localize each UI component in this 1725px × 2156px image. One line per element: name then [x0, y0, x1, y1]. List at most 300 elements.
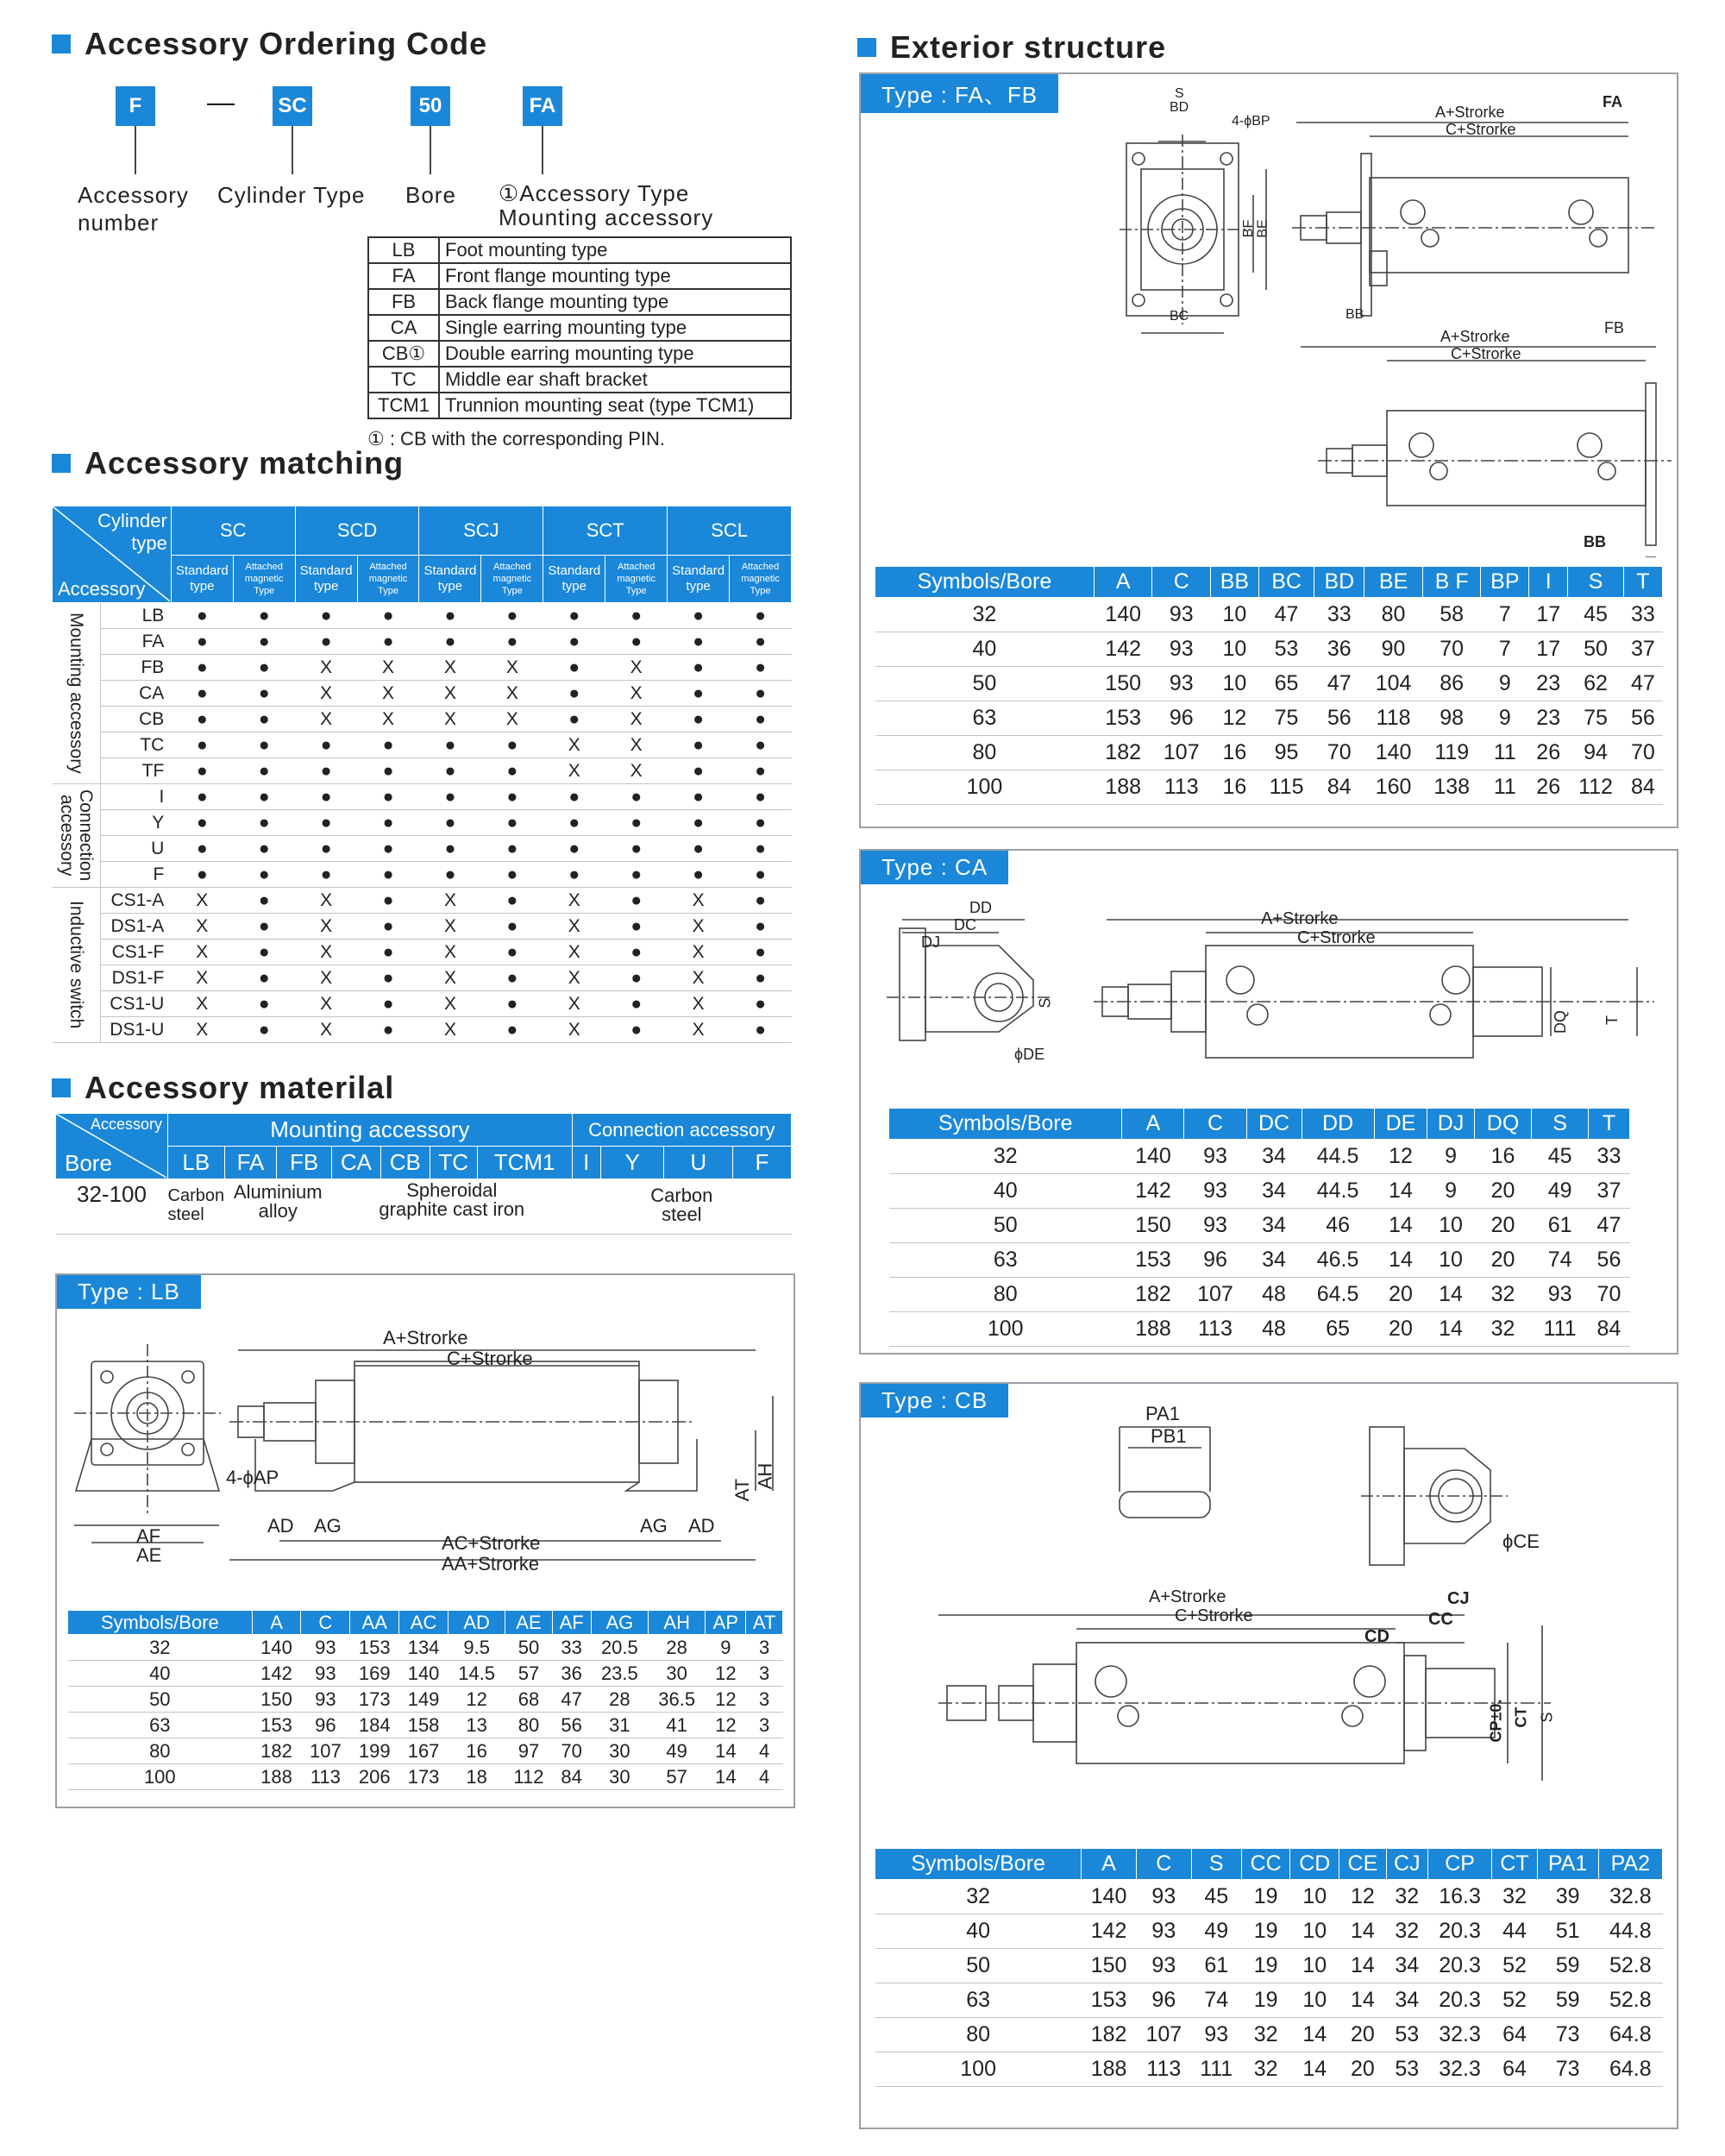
matching-cell: X — [668, 888, 730, 914]
mounting-type-code: FB — [368, 289, 439, 315]
table-cell: 12 — [1339, 1880, 1387, 1914]
table-cell: 20.3 — [1427, 1949, 1491, 1983]
matching-cell: ● — [481, 888, 543, 914]
matching-sub-magnetic: Attached magnetic Type — [605, 556, 668, 603]
table-cell: 52.8 — [1598, 1949, 1662, 1983]
matching-cell: ● — [668, 862, 730, 888]
table-cell: 32 — [1386, 1914, 1427, 1949]
table-cell: 14 — [1290, 2052, 1339, 2087]
table-cell: 64 — [1492, 2018, 1537, 2052]
table-cell: 63 — [68, 1713, 253, 1738]
matching-cell: ● — [233, 784, 295, 810]
matching-cell: ● — [233, 810, 295, 836]
material-connection: Carbon steel — [650, 1185, 713, 1225]
matching-cell: ● — [357, 784, 419, 810]
matching-cell: X — [295, 1017, 357, 1043]
table-cell: 45 — [1191, 1880, 1241, 1914]
section-title-exterior — [857, 29, 1166, 66]
table-cell: 58 — [1422, 598, 1481, 632]
matching-cell: ● — [605, 810, 668, 836]
matching-row — [53, 1017, 792, 1043]
matching-cell: ● — [233, 629, 295, 655]
mounting-type-row — [368, 315, 791, 341]
mounting-type-row — [368, 341, 791, 367]
table-cell: 96 — [1152, 701, 1211, 736]
matching-row-name: CB — [100, 707, 171, 732]
fafb-label-fb: FB — [1604, 319, 1625, 336]
table-cell: 96 — [301, 1713, 350, 1738]
matching-cell: ● — [730, 758, 792, 784]
table-cell: 70 — [1422, 632, 1481, 667]
matching-cell: ● — [668, 784, 730, 810]
matching-cell: ● — [481, 629, 543, 655]
matching-group-label — [53, 603, 101, 784]
fafb-label-bf: BF — [1241, 219, 1257, 238]
matching-row — [53, 732, 792, 758]
table-row — [889, 1278, 1630, 1312]
table-header-cell: BD — [1314, 567, 1364, 598]
table-cell: 4 — [746, 1764, 783, 1790]
table-cell: 150 — [1082, 1949, 1137, 1983]
table-header-cell: AE — [505, 1611, 552, 1635]
table-cell: 20 — [1474, 1209, 1531, 1243]
fafb-label-c: C+Strorke — [1446, 121, 1516, 138]
table-cell: 111 — [1191, 2052, 1241, 2087]
table-cell: 140 — [1364, 736, 1423, 770]
matching-cell: ● — [357, 888, 419, 914]
table-cell: 142 — [1094, 632, 1152, 667]
matching-cell: X — [295, 707, 357, 732]
table-header-cell: BC — [1258, 567, 1314, 598]
matching-group-label — [53, 888, 101, 1043]
matching-cell: ● — [543, 810, 605, 836]
table-cell: 52 — [1492, 1983, 1537, 2018]
table-cell: 20.3 — [1427, 1983, 1491, 2018]
material-fa-fb: Aluminium alloy — [233, 1181, 323, 1222]
lb-label-ae: AE — [136, 1544, 162, 1566]
table-cell: 62 — [1568, 667, 1624, 701]
matching-cell: ● — [543, 862, 605, 888]
table-cell: 153 — [1122, 1243, 1184, 1278]
table-cell: 32 — [875, 598, 1095, 632]
table-cell: 32 — [1386, 1880, 1427, 1914]
matching-cell: ● — [481, 758, 543, 784]
ca-label-dj: DJ — [921, 933, 940, 951]
table-cell: 57 — [505, 1661, 552, 1687]
table-cell: 84 — [1314, 770, 1364, 805]
table-cell: 10 — [1211, 667, 1259, 701]
table-header-cell: DQ — [1474, 1109, 1531, 1140]
matching-row-name: CS1-F — [100, 940, 171, 965]
label-accessory-number: Accessory number — [78, 182, 189, 236]
table-cell: 160 — [1364, 770, 1423, 805]
matching-cell: X — [668, 914, 730, 940]
cb-label-cp: CP±0. — [1487, 1699, 1505, 1743]
matching-cell: X — [295, 655, 357, 681]
table-row — [875, 667, 1663, 701]
table-cell: 153 — [350, 1635, 399, 1661]
matching-cell: ● — [481, 732, 543, 758]
table-header-cell: AP — [706, 1611, 746, 1635]
matching-cell: ● — [730, 707, 792, 732]
table-cell: 93 — [1184, 1209, 1246, 1243]
matching-cell: X — [171, 991, 233, 1017]
matching-cell: ● — [605, 888, 668, 914]
table-header-cell: PA1 — [1537, 1849, 1598, 1880]
table-cell: 80 — [68, 1738, 253, 1764]
matching-group-label — [53, 784, 101, 888]
table-cell: 30 — [649, 1661, 706, 1687]
table-cell: 52.8 — [1598, 1983, 1662, 2018]
table-cell: 57 — [649, 1764, 706, 1790]
matching-cell: ● — [668, 655, 730, 681]
table-row — [68, 1661, 783, 1687]
matching-cell: ● — [171, 784, 233, 810]
table-header-cell: BE — [1364, 567, 1423, 598]
table-row — [875, 1949, 1663, 1983]
table-header-cell: DC — [1246, 1109, 1302, 1140]
ca-label-t: T — [1603, 1015, 1621, 1025]
matching-cell: X — [171, 965, 233, 991]
matching-cell: ● — [357, 836, 419, 862]
mounting-type-row — [368, 393, 791, 418]
matching-cell: ● — [605, 991, 668, 1017]
accessory-matching-table — [52, 506, 792, 1043]
matching-cell: ● — [605, 629, 668, 655]
table-cell: 14 — [1290, 2018, 1339, 2052]
section-title-matching — [52, 445, 404, 481]
matching-cell: ● — [481, 784, 543, 810]
table-header-cell: T — [1623, 567, 1662, 598]
mounting-type-row — [368, 263, 791, 289]
matching-row — [53, 681, 792, 707]
fafb-label-a: A+Strorke — [1435, 104, 1505, 121]
table-cell: 153 — [1082, 1983, 1137, 2018]
matching-cell: ● — [668, 758, 730, 784]
table-cell: 80 — [875, 736, 1095, 770]
table-cell: 107 — [1152, 736, 1211, 770]
matching-row — [53, 888, 792, 914]
ordering-note: ① : CB with the corresponding PIN. — [367, 428, 665, 449]
table-cell: 33 — [552, 1635, 591, 1661]
material-bore: 32-100 — [77, 1181, 147, 1207]
matching-cell: ● — [295, 732, 357, 758]
table-cell: 100 — [68, 1764, 253, 1790]
table-cell: 49 — [1532, 1174, 1589, 1209]
mounting-type-code: TC — [368, 367, 439, 393]
table-cell: 64 — [1492, 2052, 1537, 2087]
table-cell: 26 — [1529, 770, 1568, 805]
table-cell: 90 — [1364, 632, 1423, 667]
fafb-label-fa: FA — [1603, 93, 1623, 110]
table-header-cell: C — [301, 1611, 350, 1635]
matching-row — [53, 914, 792, 940]
table-cell: 61 — [1191, 1949, 1241, 1983]
matching-col-scd: SCD — [295, 506, 419, 556]
matching-row-name: DS1-U — [100, 1017, 171, 1043]
lb-label-c: C+Strorke — [447, 1348, 533, 1369]
matching-cell: ● — [668, 732, 730, 758]
matching-cell: X — [481, 707, 543, 732]
table-cell: 75 — [1568, 701, 1624, 736]
matching-sub-magnetic: Attached magnetic Type — [730, 556, 792, 603]
matching-row-name: TF — [100, 758, 171, 784]
table-header-cell: C — [1184, 1109, 1246, 1140]
matching-cell: ● — [543, 681, 605, 707]
table-cell: 32 — [875, 1880, 1082, 1914]
table-cell: 20 — [1339, 2018, 1387, 2052]
bullet-square-icon — [52, 454, 71, 473]
type-fafb-drawing — [861, 74, 1677, 557]
matching-cell: ● — [481, 862, 543, 888]
table-row — [875, 1880, 1663, 1914]
fafb-label-bd: BD — [1170, 100, 1189, 115]
table-cell: 84 — [1588, 1312, 1629, 1347]
matching-cell: ● — [357, 914, 419, 940]
mounting-type-desc: Trunnion mounting seat (type TCM1) — [439, 393, 791, 418]
mounting-type-desc: Back flange mounting type — [439, 289, 791, 315]
table-cell: 32.3 — [1427, 2018, 1491, 2052]
matching-sub-standard: Standard type — [668, 556, 730, 603]
matching-cell: ● — [481, 914, 543, 940]
table-cell: 9 — [1481, 667, 1529, 701]
matching-row-name: F — [100, 862, 171, 888]
material-col-header: LB — [168, 1147, 225, 1179]
mounting-type-desc: Double earring mounting type — [439, 341, 791, 367]
matching-cell: ● — [730, 810, 792, 836]
matching-row-name: FA — [100, 629, 171, 655]
matching-row-name: TC — [100, 732, 171, 758]
table-cell: 36 — [1314, 632, 1364, 667]
matching-cell: ● — [419, 784, 481, 810]
matching-cell: X — [357, 655, 419, 681]
matching-cell: ● — [357, 629, 419, 655]
cb-label-cj: CJ — [1447, 1589, 1470, 1608]
table-header-cell: AF — [552, 1611, 591, 1635]
table-cell: 134 — [399, 1635, 448, 1661]
table-cell: 56 — [1588, 1243, 1629, 1278]
matching-cell: ● — [295, 758, 357, 784]
matching-cell: ● — [357, 758, 419, 784]
material-col-header: FA — [224, 1147, 277, 1179]
table-cell: 16 — [1211, 736, 1259, 770]
ca-label-c: C+Strorke — [1297, 928, 1376, 947]
table-header-cell: CJ — [1386, 1849, 1427, 1880]
code-accessory-number: F — [116, 86, 155, 126]
matching-row-name: FB — [100, 655, 171, 681]
code-dash: — — [207, 86, 235, 117]
matching-cell: X — [357, 681, 419, 707]
table-cell: 34 — [1246, 1243, 1302, 1278]
table-cell: 84 — [1623, 770, 1662, 805]
matching-cell: X — [543, 991, 605, 1017]
table-header-cell: A — [252, 1611, 301, 1635]
table-cell: 10 — [1290, 1914, 1339, 1949]
matching-cell: ● — [171, 758, 233, 784]
table-cell: 96 — [1184, 1243, 1246, 1278]
fafb-label-c2: C+Strorke — [1451, 345, 1521, 362]
table-header-cell: CP — [1427, 1849, 1491, 1880]
table-cell: 39 — [1537, 1880, 1598, 1914]
table-cell: 33 — [1314, 598, 1364, 632]
table-cell: 36.5 — [649, 1687, 706, 1713]
table-header-cell: BB — [1211, 567, 1259, 598]
lb-label-a: A+Strorke — [383, 1327, 468, 1348]
table-cell: 142 — [1122, 1174, 1184, 1209]
matching-cell: ● — [419, 810, 481, 836]
matching-cell: X — [605, 655, 668, 681]
matching-cell: ● — [730, 629, 792, 655]
matching-cell: ● — [730, 965, 792, 991]
matching-cell: ● — [605, 784, 668, 810]
table-cell: 56 — [1314, 701, 1364, 736]
table-cell: 93 — [1152, 667, 1211, 701]
matching-cell: ● — [171, 836, 233, 862]
fafb-label-bp: 4-ϕBP — [1232, 114, 1270, 129]
table-cell: 113 — [1152, 770, 1211, 805]
table-cell: 107 — [1184, 1278, 1246, 1312]
matching-cell: X — [295, 914, 357, 940]
table-cell: 20 — [1474, 1243, 1531, 1278]
table-cell: 206 — [350, 1764, 399, 1790]
type-cb-table — [875, 1848, 1663, 2087]
table-cell: 167 — [399, 1738, 448, 1764]
table-header-cell: C — [1136, 1849, 1191, 1880]
table-cell: 33 — [1623, 598, 1662, 632]
mounting-type-row — [368, 237, 791, 263]
matching-cell: ● — [233, 758, 295, 784]
table-cell: 34 — [1246, 1174, 1302, 1209]
material-corner-cell — [56, 1114, 168, 1179]
table-row — [875, 2052, 1663, 2087]
table-cell: 65 — [1302, 1312, 1374, 1347]
table-cell: 14 — [1427, 1312, 1475, 1347]
table-cell: 20 — [1474, 1174, 1531, 1209]
matching-row-name: LB — [100, 603, 171, 629]
matching-row-name: U — [100, 836, 171, 862]
table-row — [68, 1713, 783, 1738]
type-ca-table — [888, 1108, 1630, 1347]
table-cell: 44.5 — [1302, 1140, 1374, 1174]
table-cell: 118 — [1364, 701, 1423, 736]
lb-label-ag-right: AG — [640, 1515, 668, 1537]
table-header-cell: AG — [591, 1611, 648, 1635]
matching-cell: ● — [233, 603, 295, 629]
matching-cell: X — [668, 965, 730, 991]
table-cell: 34 — [1246, 1140, 1302, 1174]
bullet-square-icon — [857, 38, 876, 57]
table-row — [68, 1635, 783, 1661]
table-cell: 7 — [1481, 598, 1529, 632]
matching-cell: X — [357, 707, 419, 732]
matching-sub-magnetic: Attached magnetic Type — [233, 556, 295, 603]
matching-cell: ● — [730, 991, 792, 1017]
table-cell: 52 — [1492, 1949, 1537, 1983]
table-cell: 40 — [68, 1661, 253, 1687]
matching-row — [53, 603, 792, 629]
lb-label-ag-left: AG — [314, 1515, 342, 1537]
matching-cell: ● — [605, 965, 668, 991]
matching-cell: X — [668, 991, 730, 1017]
table-cell: 34 — [1246, 1209, 1302, 1243]
table-cell: 19 — [1241, 1983, 1290, 2018]
table-header-cell: AA — [350, 1611, 399, 1635]
table-header-cell: A — [1122, 1109, 1184, 1140]
table-cell: 40 — [875, 632, 1095, 667]
table-header-cell: AD — [448, 1611, 505, 1635]
table-cell: 32 — [1474, 1312, 1531, 1347]
accessory-material-table — [55, 1113, 792, 1235]
matching-row — [53, 836, 792, 862]
cb-label-ct: CT — [1512, 1707, 1530, 1728]
table-cell: 14.5 — [448, 1661, 505, 1687]
table-header-cell: PA2 — [1598, 1849, 1662, 1880]
matching-cell: X — [543, 758, 605, 784]
table-cell: 10 — [1290, 1983, 1339, 2018]
matching-cell: X — [295, 888, 357, 914]
matching-cell: ● — [233, 940, 295, 965]
matching-cell: ● — [668, 836, 730, 862]
table-cell: 33 — [1588, 1140, 1629, 1174]
table-header-cell: S — [1532, 1109, 1589, 1140]
material-col-header: U — [664, 1147, 733, 1179]
matching-col-scj: SCJ — [419, 506, 543, 556]
matching-cell: ● — [357, 940, 419, 965]
matching-cell: X — [419, 940, 481, 965]
table-cell: 153 — [252, 1713, 301, 1738]
table-header-cell: S — [1191, 1849, 1241, 1880]
table-header-cell: AT — [746, 1611, 783, 1635]
table-cell: 61 — [1532, 1209, 1589, 1243]
table-cell: 93 — [1136, 1880, 1191, 1914]
table-cell: 182 — [1094, 736, 1152, 770]
table-cell: 47 — [1258, 598, 1314, 632]
matching-cell: ● — [481, 965, 543, 991]
table-cell: 37 — [1623, 632, 1662, 667]
matching-corner-bottom: Accessory — [58, 578, 146, 600]
matching-cell: ● — [357, 732, 419, 758]
code-leader-line — [292, 126, 293, 174]
table-cell: 53 — [1386, 2052, 1427, 2087]
table-cell: 9 — [1427, 1140, 1475, 1174]
matching-cell: X — [543, 888, 605, 914]
table-cell: 12 — [706, 1687, 746, 1713]
matching-sub-standard: Standard type — [171, 556, 233, 603]
type-lb-table — [67, 1610, 783, 1790]
matching-cell: ● — [668, 603, 730, 629]
table-row — [875, 1983, 1663, 2018]
table-row — [875, 736, 1663, 770]
table-cell: 150 — [252, 1687, 301, 1713]
matching-cell: ● — [171, 732, 233, 758]
table-cell: 64.8 — [1598, 2052, 1662, 2087]
table-header-cell: Symbols/Bore — [875, 1849, 1082, 1880]
table-cell: 104 — [1364, 667, 1423, 701]
table-cell: 47 — [1623, 667, 1662, 701]
table-cell: 182 — [1082, 2018, 1137, 2052]
table-cell: 46 — [1302, 1209, 1374, 1243]
matching-cell: X — [171, 914, 233, 940]
matching-group-text: Connection accessory — [57, 789, 97, 882]
table-cell: 47 — [1314, 667, 1364, 701]
matching-cell: ● — [233, 991, 295, 1017]
matching-col-sct: SCT — [543, 506, 668, 556]
table-cell: 140 — [399, 1661, 448, 1687]
matching-cell: X — [171, 940, 233, 965]
table-header-cell: A — [1094, 567, 1152, 598]
table-cell: 19 — [1241, 1880, 1290, 1914]
matching-cell: X — [543, 914, 605, 940]
